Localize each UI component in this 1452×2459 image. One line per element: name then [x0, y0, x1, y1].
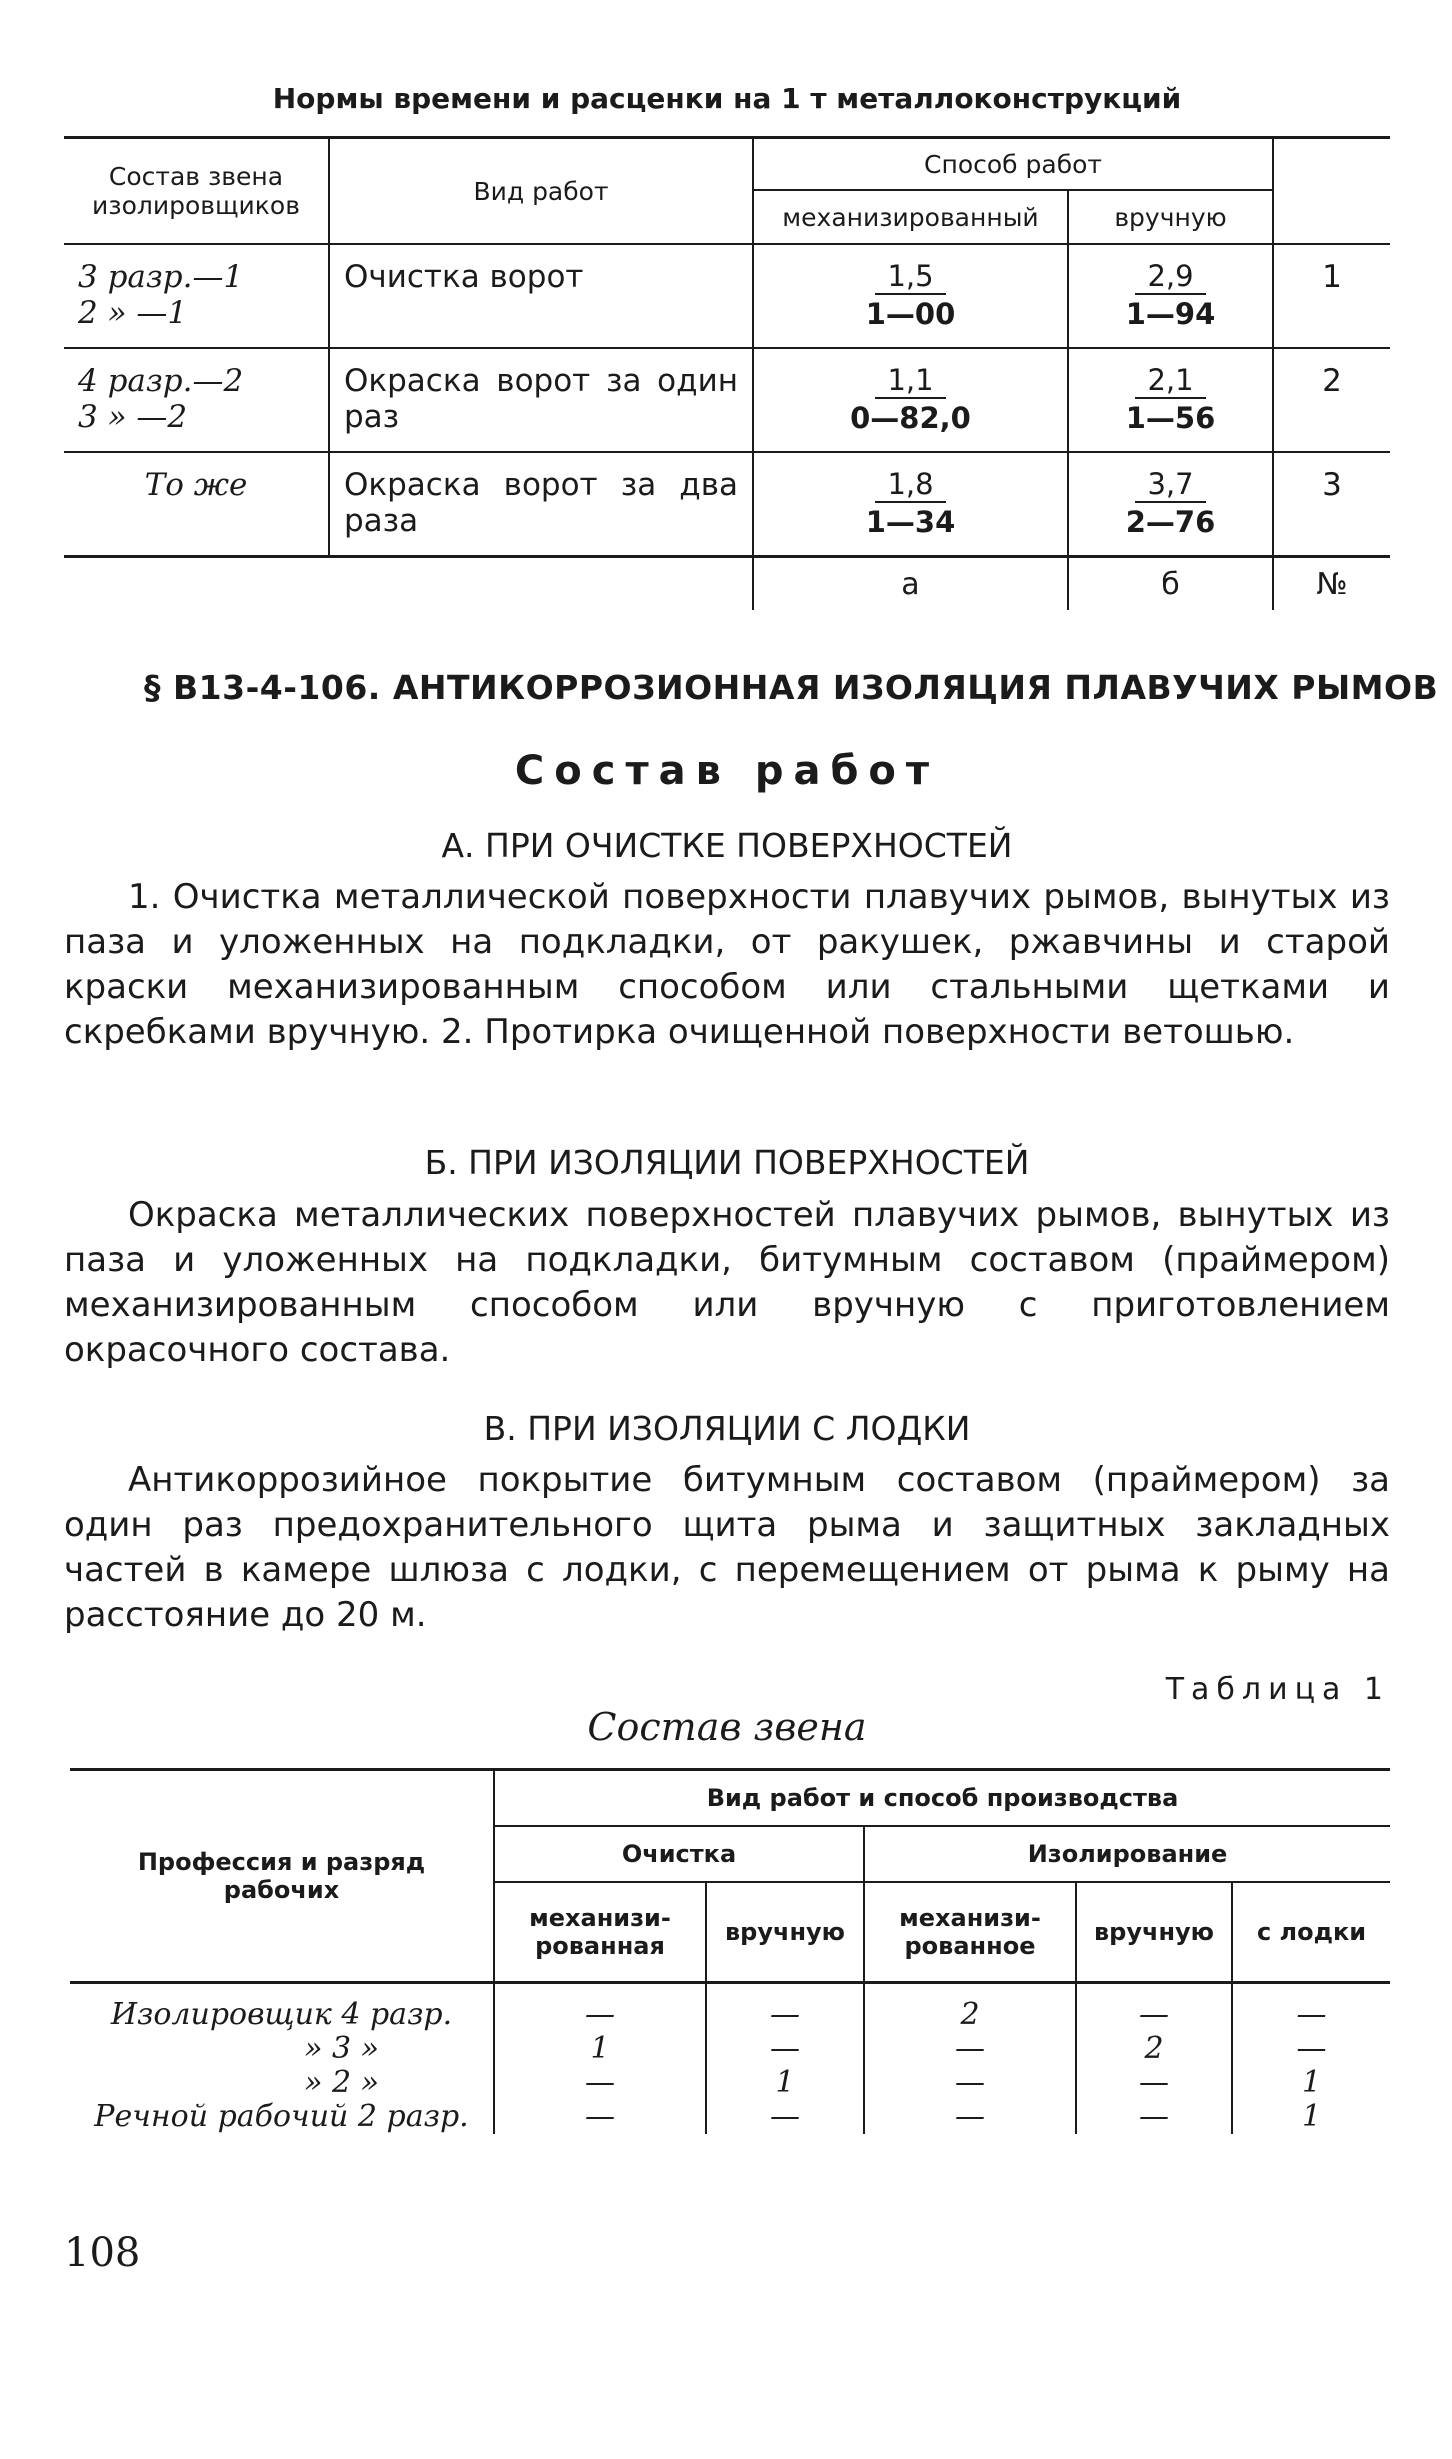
value-cell: — [706, 2100, 864, 2134]
header-work-method: Вид работ и способ производства [494, 1770, 1390, 1827]
norm-time: 2,1 [1135, 363, 1205, 399]
manual-cell [1068, 452, 1273, 557]
subheading-b: Б. ПРИ ИЗОЛЯЦИИ ПОВЕРХНОСТЕЙ [424, 1143, 1030, 1182]
value-cell: — [864, 2032, 1076, 2066]
header-work: Вид работ [329, 138, 753, 245]
work-line: раз [344, 399, 400, 435]
footer-col-b: б [1068, 557, 1273, 611]
header-ins-mech: механизи-рованное [864, 1882, 1076, 1983]
mech-cell [753, 452, 1068, 557]
composition-title: Состав работ [514, 748, 940, 794]
norm-time: 3,7 [1135, 467, 1205, 503]
table-label: Таблица 1 [1165, 1672, 1390, 1707]
value-cell: — [1076, 2100, 1232, 2134]
work-line: раза [344, 503, 419, 539]
mech-cell [753, 348, 1068, 452]
footer-col-no: № [1316, 566, 1348, 602]
table-row [70, 2100, 1390, 2134]
crew-cell [64, 348, 329, 452]
footer-empty [329, 557, 753, 611]
header-method: Способ работ [753, 138, 1273, 191]
crew-line: 3 разр.—1 [78, 259, 244, 295]
header-ins-boat: с лодки [1232, 1882, 1390, 1983]
mech-cell [753, 244, 1068, 348]
rate: 2—76 [1125, 505, 1216, 539]
table-row [70, 1983, 1390, 2033]
row-number: 3 [1273, 452, 1390, 557]
work-line: Окраска ворот за один [344, 363, 738, 399]
row-number: 2 [1273, 348, 1390, 452]
work-line: Очистка ворот [344, 259, 584, 295]
norm-time: 2,9 [1135, 259, 1205, 295]
paragraph-a: 1. Очистка металлической поверхности плавучих рымов, вынутых из паза и уложенных на подкладки, от ракушек, ржавчины и старой краски механизированным способом или стальными щетками и скребками вручную. 2. Протирка очищенной поверхности ветошью. [64, 877, 1390, 1052]
header-clean-manual: вручную [706, 1882, 864, 1983]
footer-empty [64, 557, 329, 611]
table-row [70, 2066, 1390, 2100]
rate: 1—34 [865, 505, 956, 539]
table-row [64, 348, 1390, 452]
table-row [64, 452, 1390, 557]
table-row [64, 244, 1390, 348]
header-cleaning: Очистка [494, 1826, 864, 1882]
header-profession: Профессия и разряд рабочих [70, 1770, 494, 1983]
header-rownum [1273, 138, 1390, 245]
rate: 1—94 [1125, 297, 1216, 331]
value-cell: 1 [1232, 2066, 1390, 2100]
row-number: 1 [1273, 244, 1390, 348]
work-cell [329, 452, 753, 557]
paragraph-c: Антикоррозийное покрытие битумным составом (праймером) за один раз предохранительного щита рыма и защитных закладных частей в камере шлюза с лодки, с перемещением от рыма к рыму на расстояние до 20 м. [64, 1460, 1390, 1635]
table-footer-row [64, 557, 1390, 611]
header-insulation: Изолирование [864, 1826, 1390, 1882]
rate: 1—00 [865, 297, 956, 331]
work-line: Окраска ворот за два [344, 467, 738, 503]
work-cell [329, 348, 753, 452]
value-cell: — [864, 2066, 1076, 2100]
section-title: § В13-4-106. АНТИКОРРОЗИОННАЯ ИЗОЛЯЦИЯ ПЛАВУЧИХ РЫМОВ [144, 668, 1439, 707]
header-manual: вручную [1068, 190, 1273, 244]
header-mech: механизированный [753, 190, 1068, 244]
value-cell: — [494, 2066, 706, 2100]
crew-line: 2 » —1 [78, 295, 188, 331]
value-cell: — [494, 1983, 706, 2033]
value-cell: 1 [706, 2066, 864, 2100]
manual-cell [1068, 348, 1273, 452]
crew-line: То же [144, 467, 248, 503]
value-cell: 1 [1232, 2100, 1390, 2134]
norms-table [64, 136, 1390, 610]
work-cell [329, 244, 753, 348]
profession: Речной рабочий 2 разр. [94, 2099, 469, 2134]
norm-time: 1,5 [875, 259, 945, 295]
norm-time: 1,8 [875, 467, 945, 503]
value-cell: — [864, 2100, 1076, 2134]
paragraph-b: Окраска металлических поверхностей плавучих рымов, вынутых из паза и уложенных на подкладки, битумным составом (праймером) механизированным способом или вручную с приготовлением окрасочного состава. [64, 1195, 1390, 1370]
value-cell: — [1076, 2066, 1232, 2100]
table-title: Состав звена [587, 1705, 867, 1749]
page-number: 108 [64, 2230, 141, 2276]
value-cell: 2 [1076, 2032, 1232, 2066]
value-cell: — [1232, 1983, 1390, 2033]
subheading-c: В. ПРИ ИЗОЛЯЦИИ С ЛОДКИ [483, 1409, 971, 1448]
value-cell: 1 [494, 2032, 706, 2066]
rate: 1—56 [1125, 401, 1216, 435]
table-norms-caption: Нормы времени и расценки на 1 т металлоконструкций [272, 82, 1182, 115]
profession: » 3 » [304, 2031, 379, 2066]
crew-cell [64, 244, 329, 348]
value-cell: — [494, 2100, 706, 2134]
crew-table [70, 1768, 1390, 2134]
value-cell: — [1232, 2032, 1390, 2066]
value-cell: — [706, 2032, 864, 2066]
subheading-a: А. ПРИ ОЧИСТКЕ ПОВЕРХНОСТЕЙ [441, 826, 1013, 865]
header-clean-mech: механизи-рованная [494, 1882, 706, 1983]
header-crew: Состав звена изолировщиков [64, 138, 329, 245]
profession: Изолировщик 4 разр. [110, 1997, 453, 2032]
crew-line: 3 » —2 [78, 399, 188, 435]
crew-cell [64, 452, 329, 557]
table-row [70, 2032, 1390, 2066]
footer-col-a: а [753, 557, 1068, 611]
rate: 0—82,0 [850, 401, 971, 435]
value-cell: 2 [864, 1983, 1076, 2033]
crew-line: 4 разр.—2 [78, 363, 244, 399]
value-cell: — [1076, 1983, 1232, 2033]
profession: » 2 » [304, 2065, 379, 2100]
norm-time: 1,1 [875, 363, 945, 399]
header-ins-manual: вручную [1076, 1882, 1232, 1983]
manual-cell [1068, 244, 1273, 348]
value-cell: — [706, 1983, 864, 2033]
